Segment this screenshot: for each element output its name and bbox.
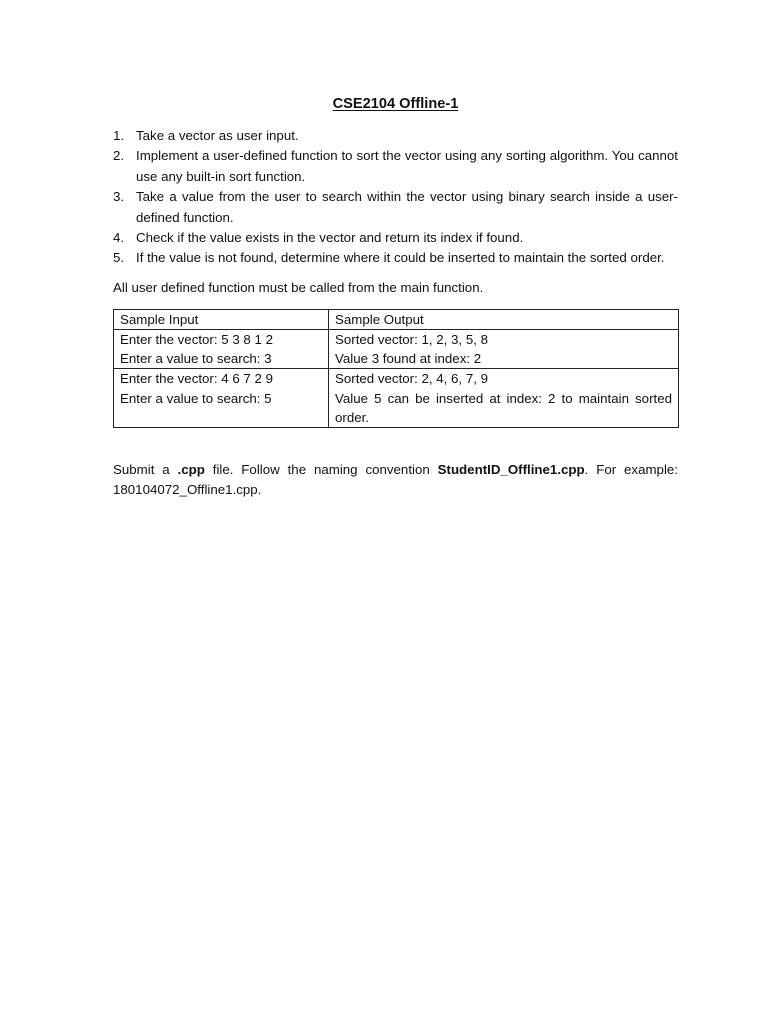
sample-input-line: Enter the vector: 5 3 8 1 2: [120, 332, 274, 348]
sample-output-cell: [329, 330, 679, 369]
task-number: 1.: [113, 128, 125, 143]
sample-output-line: Sorted vector: 1, 2, 3, 5, 8: [335, 332, 488, 348]
task-text: If the value is not found, determine where it could be inserted to maintain the sorted order.: [136, 250, 665, 266]
submit-middle: file. Follow the naming convention: [204, 462, 438, 478]
task-number: 2.: [113, 148, 125, 164]
sample-output-line: Sorted vector: 2, 4, 6, 7, 9: [335, 371, 488, 387]
table-row: [114, 369, 679, 428]
sample-input-line: Enter a value to search: 3: [120, 351, 272, 367]
task-list: [113, 126, 678, 269]
table-row: [114, 330, 679, 369]
sample-output-cell: [329, 369, 679, 428]
naming-convention: StudentID_Offline1.cpp: [437, 462, 585, 478]
table-header-row: [114, 309, 679, 329]
task-text: Check if the value exists in the vector and return its index if found.: [136, 230, 524, 246]
sample-input-line: Enter a value to search: 5: [120, 390, 272, 406]
submission-instructions: [113, 460, 678, 501]
sample-output-line: Value 3 found at index: 2: [335, 351, 482, 367]
task-text: Implement a user-defined function to sort the vector using any sorting algorithm. You cannot use any built-in sort function.: [136, 148, 678, 184]
main-function-note: All user defined function must be called from the main function.: [113, 279, 484, 295]
sample-io-table: [113, 309, 679, 428]
submit-suffix: . For example: 180104072_Offline1.cpp.: [113, 462, 678, 498]
document-page: [113, 94, 678, 501]
sample-output-line: Value 5 can be inserted at index: 2 to maintain sorted order.: [335, 390, 672, 425]
task-item: [113, 248, 678, 268]
sample-input-cell: [114, 330, 329, 369]
task-text: Take a vector as user input.: [136, 128, 299, 143]
task-number: 5.: [113, 250, 125, 266]
sample-input-cell: [114, 369, 329, 428]
task-number: 4.: [113, 230, 125, 246]
file-extension: .cpp: [177, 462, 205, 478]
sample-input-line: Enter the vector: 4 6 7 2 9: [120, 371, 274, 387]
column-header-output: Sample Output: [329, 309, 679, 329]
column-header-input: Sample Input: [114, 309, 329, 329]
task-item: [113, 228, 678, 248]
task-item: [113, 146, 678, 187]
submit-prefix: Submit a: [113, 462, 178, 478]
task-text: Take a value from the user to search within the vector using binary search inside a user-defined function.: [136, 189, 678, 225]
page-title: CSE2104 Offline-1: [332, 96, 459, 112]
task-number: 3.: [113, 189, 125, 205]
task-item: [113, 187, 678, 228]
task-item: [113, 126, 678, 146]
